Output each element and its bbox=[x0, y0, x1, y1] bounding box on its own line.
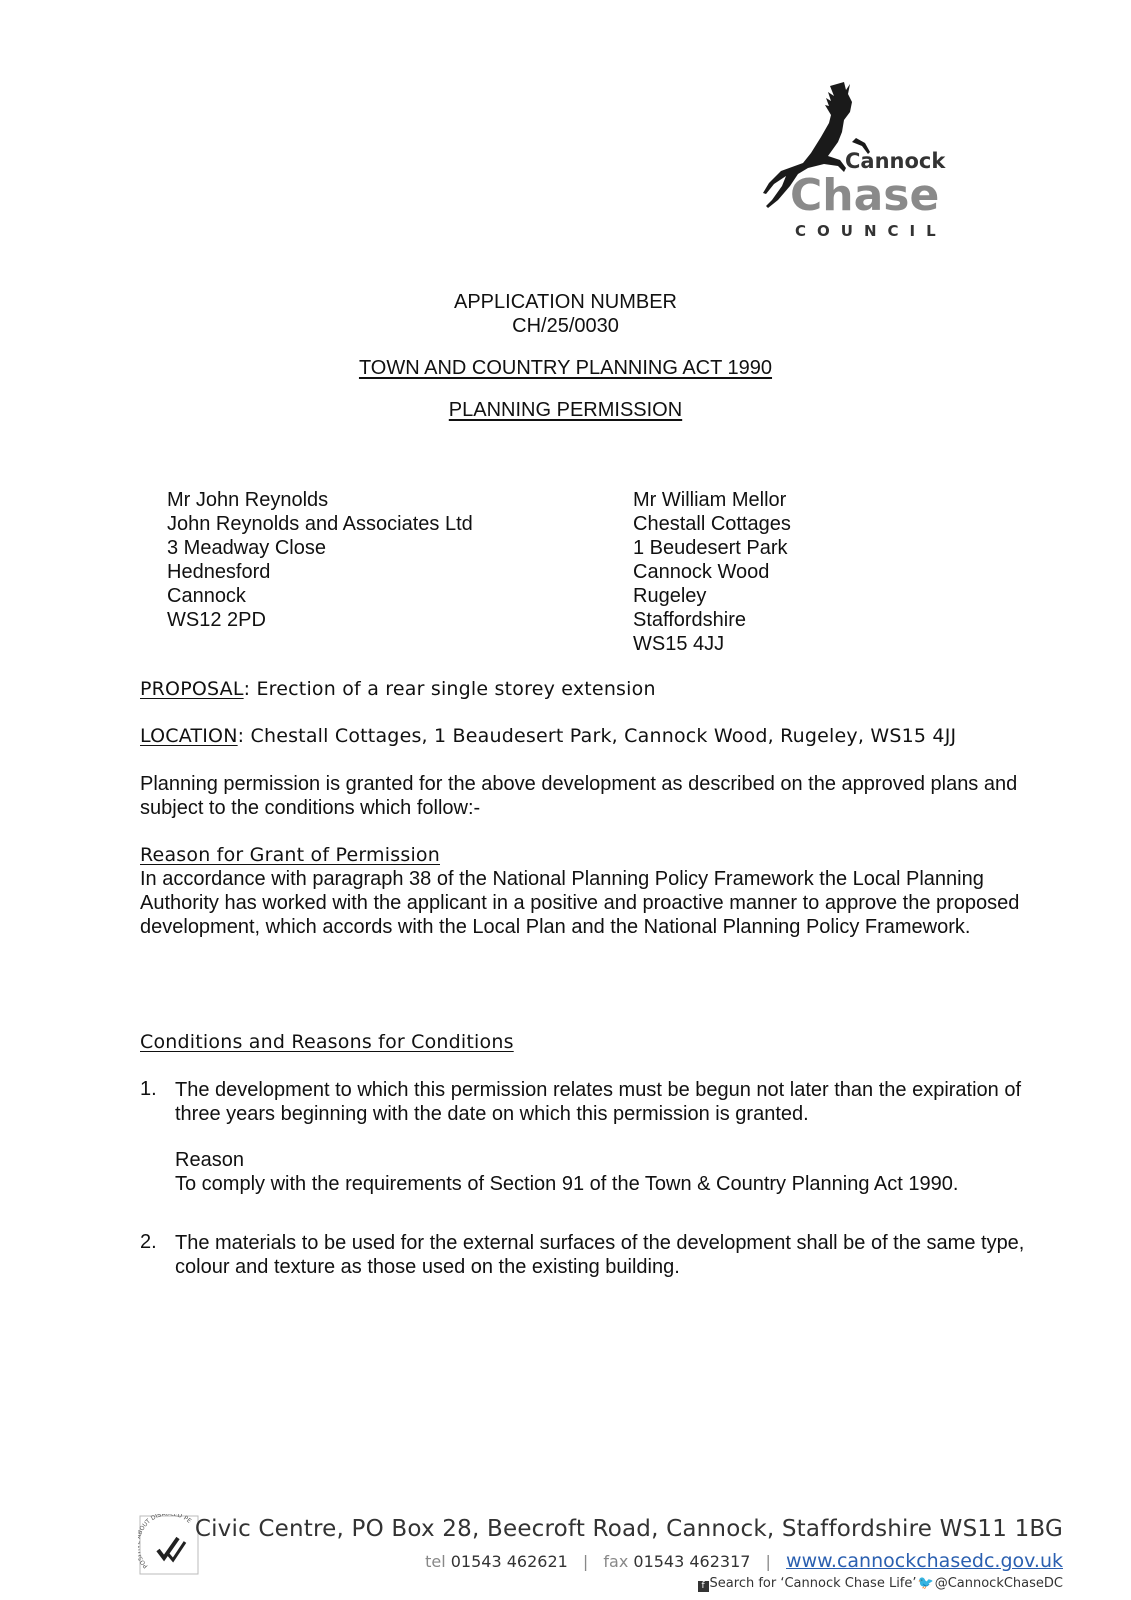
address-line: 1 Beudesert Park bbox=[633, 537, 788, 559]
address-line: Chestall Cottages bbox=[633, 513, 791, 535]
reason-for-grant-heading: Reason for Grant of Permission bbox=[140, 844, 440, 866]
act-title-wrap bbox=[0, 357, 1131, 380]
address-line: Cannock bbox=[167, 585, 246, 607]
address-line: Mr William Mellor bbox=[633, 489, 787, 511]
reason-for-grant-body: In accordance with paragraph 38 of the National Planning Policy Framework the Local Planning Authority has worked with the applicant in a positive and proactive manner to approve the proposed development, which accords with the Local Plan and the National Planning Policy Framework. bbox=[140, 868, 1020, 938]
permission-title: PLANNING PERMISSION bbox=[448, 399, 683, 421]
address-line: Staffordshire bbox=[633, 609, 747, 631]
fax-number: 01543 462317 bbox=[633, 1552, 751, 1571]
conditions-heading: Conditions and Reasons for Conditions bbox=[140, 1031, 514, 1053]
condition-text: The development to which this permission relates must be begun not later than the expiration of three years beginning with the date on which this permission is granted. bbox=[175, 1079, 1022, 1125]
proposal-line bbox=[140, 677, 1040, 701]
grant-paragraph: Planning permission is granted for the above development as described on the approved plans and subject to the conditions which follow:- bbox=[140, 773, 1018, 819]
tel-number: 01543 462621 bbox=[450, 1552, 568, 1571]
conditions-heading-wrap bbox=[140, 1030, 1040, 1054]
location-line bbox=[140, 724, 1040, 748]
condition-reason: To comply with the requirements of Section 91 of the Town & Country Planning Act 1990. bbox=[175, 1173, 959, 1195]
svg-text:POSITIVE ABOUT DISABLED PEOPLE: PO OUT DISA ED PE bbox=[138, 1514, 193, 1570]
svg-text:Cannock: Cannock bbox=[845, 149, 946, 173]
footer-contact bbox=[425, 1550, 1063, 1572]
agent-address bbox=[167, 488, 473, 632]
facebook-text: Search for ‘Cannock Chase Life’ bbox=[709, 1576, 917, 1591]
address-line: Hednesford bbox=[167, 561, 271, 583]
positive-about-disabled-people-badge bbox=[138, 1514, 200, 1576]
footer-address: Civic Centre, PO Box 28, Beecroft Road, Cannock, Staffordshire WS11 1BG bbox=[194, 1516, 1063, 1542]
address-line: John Reynolds and Associates Ltd bbox=[167, 513, 473, 535]
council-logo bbox=[760, 78, 980, 243]
facebook-icon: f bbox=[698, 1581, 709, 1592]
location-text: : Chestall Cottages, 1 Beaudesert Park, Cannock Wood, Rugeley, WS15 4JJ bbox=[237, 725, 957, 747]
stag-logo-icon bbox=[760, 78, 980, 243]
reason-for-grant-heading-wrap bbox=[140, 843, 1040, 867]
address-line: Cannock Wood bbox=[633, 561, 770, 583]
address-line: Rugeley bbox=[633, 585, 707, 607]
application-number: CH/25/0030 bbox=[512, 315, 619, 337]
disability-badge-icon bbox=[138, 1514, 200, 1576]
tel-label: tel bbox=[425, 1552, 446, 1571]
separator: | bbox=[582, 1552, 589, 1571]
condition-text: The materials to be used for the external surfaces of the development shall be of the same type, colour and texture as those used on the existing building. bbox=[175, 1232, 1025, 1278]
address-line: Mr John Reynolds bbox=[167, 489, 329, 511]
twitter-handle: @CannockChaseDC bbox=[934, 1576, 1063, 1591]
address-line: 3 Meadway Close bbox=[167, 537, 326, 559]
svg-text:Chase: Chase bbox=[790, 170, 940, 221]
address-line: WS12 2PD bbox=[167, 609, 266, 631]
footer-social bbox=[698, 1576, 1063, 1592]
permission-title-wrap bbox=[0, 399, 1131, 422]
address-line: WS15 4JJ bbox=[633, 633, 725, 655]
svg-text:COUNCIL: COUNCIL bbox=[795, 222, 947, 240]
proposal-text: : Erection of a rear single storey extension bbox=[243, 678, 656, 700]
website-link[interactable]: www.cannockchasedc.gov.uk bbox=[786, 1550, 1063, 1572]
application-number-label: APPLICATION NUMBER bbox=[454, 291, 677, 313]
condition-number: 1. bbox=[140, 1078, 157, 1100]
condition-reason-label: Reason bbox=[175, 1149, 244, 1171]
proposal-label: PROPOSAL bbox=[140, 678, 244, 700]
fax-label: fax bbox=[603, 1552, 629, 1571]
separator: | bbox=[765, 1552, 771, 1571]
location-label: LOCATION bbox=[140, 725, 238, 747]
applicant-address bbox=[633, 488, 791, 656]
act-title: TOWN AND COUNTRY PLANNING ACT 1990 bbox=[358, 357, 773, 379]
condition-number: 2. bbox=[140, 1231, 157, 1253]
twitter-icon: 🐦 bbox=[917, 1576, 934, 1591]
